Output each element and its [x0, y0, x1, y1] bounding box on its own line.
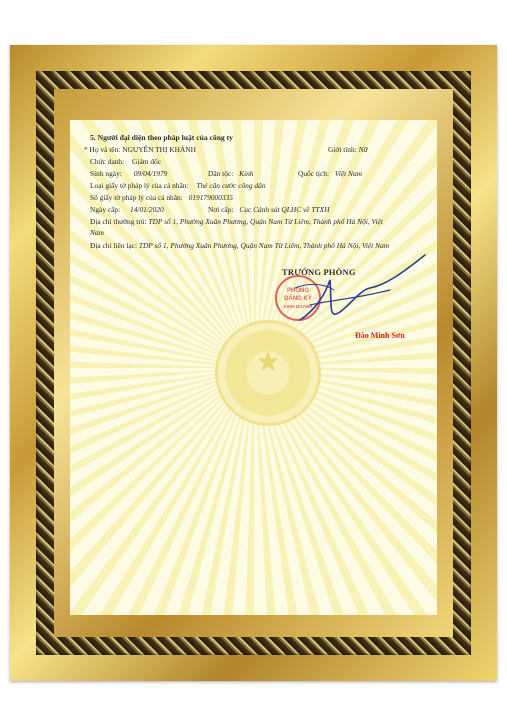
signature-title: TRƯỞNG PHÒNG [282, 267, 356, 277]
residence-value: TDP số 1, Phường Xuân Phương, Quận Nam Từ Liêm, Thành phố Hà Nội, Việt Nam [90, 217, 383, 237]
gender-value: Nữ [358, 145, 368, 154]
dob-label: Sinh ngày: [90, 169, 122, 178]
id-number-row [90, 192, 233, 203]
issue-place-row [208, 204, 329, 215]
issue-date-label: Ngày cấp: [90, 205, 121, 214]
dob-value: 09/04/1979 [133, 169, 168, 178]
position-value: Giám đốc [132, 157, 161, 166]
section-heading: 5. Người đại diện theo pháp luật của công ty [90, 133, 233, 142]
bullet-icon: * [84, 145, 90, 154]
dob-row [90, 168, 167, 179]
id-type-row [90, 180, 266, 191]
contact-label: Địa chỉ liên lạc: [90, 241, 137, 250]
position-row [90, 156, 161, 167]
certificate-page [70, 120, 437, 615]
issue-place-label: Nơi cấp: [208, 205, 234, 214]
handwritten-signature [270, 250, 430, 340]
residence-row [90, 216, 390, 238]
issue-place-value: Cục Cảnh sát QLHC về TTXH [239, 205, 330, 214]
issue-date-row [90, 204, 164, 215]
ethnicity-value: Kinh [239, 169, 254, 178]
gender-row [328, 144, 368, 155]
signer-name: Đào Minh Sơn [355, 331, 405, 340]
nationality-label: Quốc tịch: [298, 169, 329, 178]
id-number-value: 019179000335 [188, 193, 233, 202]
name-row [84, 144, 196, 155]
nationality-value: Việt Nam [334, 169, 363, 178]
ethnicity-row [208, 168, 253, 179]
certificate-content [70, 120, 437, 615]
nationality-row [298, 168, 362, 179]
ethnicity-label: Dân tộc: [208, 169, 234, 178]
residence-label: Địa chỉ thường trú: [90, 217, 147, 226]
seal-line-3: KINH DOANH [283, 304, 313, 309]
gender-label: Giới tính: [328, 145, 357, 154]
id-type-value: Thẻ căn cước công dân [196, 181, 266, 190]
seal-line-1: PHÒNG [286, 288, 309, 294]
name-value: NGUYỄN THỊ KHÁNH [122, 145, 196, 154]
id-type-label: Loại giấy tờ pháp lý của cá nhân: [90, 181, 189, 190]
contact-value: TDP số 1, Phường Xuân Phương, Quận Nam Từ Liêm, Thành phố Hà Nội, Việt Nam [138, 241, 390, 250]
seal-line-2: ĐĂNG KÝ [284, 296, 312, 302]
name-label: Họ và tên: [89, 145, 121, 154]
issue-date-value: 14/01/2020 [130, 205, 164, 214]
id-number-label: Số giấy tờ pháp lý của cá nhân: [90, 193, 183, 202]
position-label: Chức danh: [90, 157, 125, 166]
star-icon: ★ [255, 347, 281, 378]
